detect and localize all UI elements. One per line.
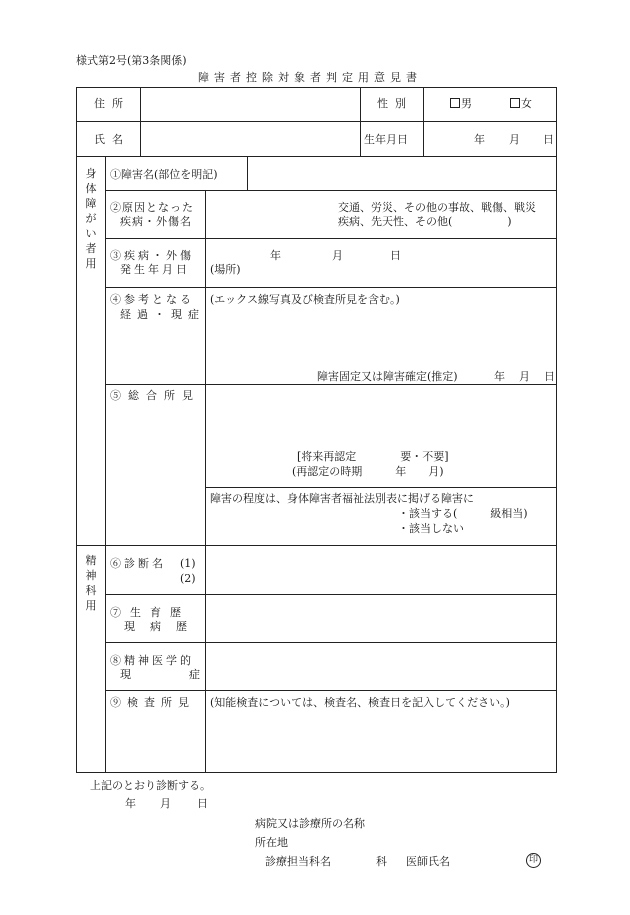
item3-year: 年 <box>270 249 281 262</box>
form-title: 障害者控除対象者判定用意見書 <box>198 71 422 84</box>
form-number: 様式第2号(第3条関係) <box>76 54 187 67</box>
seal-icon: 印 <box>526 853 541 868</box>
item1-label: ①障害名(部位を明記) <box>110 168 218 181</box>
hospital-address-label: 所在地 <box>255 836 288 849</box>
gender-label: 性別 <box>377 97 413 110</box>
item4-label-2: 経過・現症 <box>120 308 205 321</box>
degree-option-applicable: ・該当する( 級相当) <box>398 507 528 520</box>
certification-statement: 上記のとおり診断する。 <box>90 779 211 792</box>
item2-options-1: 交通、労災、その他の事故、戦傷、戦災 <box>338 201 536 214</box>
recert-label: [将来再認定 要・不要] <box>297 450 449 463</box>
female-option[interactable]: 女 <box>510 98 532 109</box>
item7-label-1: ⑦生育歴 <box>110 606 190 619</box>
item4-note: (エックス線写真及び検査所見を含む。) <box>210 293 400 306</box>
hospital-name-label: 病院又は診療所の名称 <box>255 817 365 830</box>
item2-label-2: 疾病・外傷名 <box>120 215 192 228</box>
birth-year-label: 年 <box>474 133 485 146</box>
item7-label-2: 現病歴 <box>124 620 202 633</box>
birth-day-label: 日 <box>543 133 554 146</box>
degree-option-not-applicable: ・該当しない <box>398 522 464 535</box>
item3-label-1: ③疾病・外傷 <box>110 249 194 262</box>
footer-day: 日 <box>197 797 208 810</box>
department-suffix: 科 <box>376 855 387 868</box>
item3-month: 月 <box>332 249 343 262</box>
item6-number-2: (2) <box>180 572 196 585</box>
name-label: 氏名 <box>94 133 130 146</box>
item4-fixed-label: 障害固定又は障害確定(推定) <box>317 370 458 383</box>
item6-label: ⑥診断名 <box>110 557 166 570</box>
item8-label-1: ⑧精神医学的 <box>110 654 194 667</box>
item5-label: ⑤総合所見 <box>110 389 200 402</box>
item6-number-1: (1) <box>180 557 196 570</box>
item4-label-1: ④参考となる <box>110 293 194 306</box>
item3-label-2: 発生年月日 <box>120 263 190 276</box>
checkbox-icon[interactable] <box>450 98 460 108</box>
item9-note: (知能検査については、検査名、検査日を記入してください。) <box>210 696 510 709</box>
item2-label-1: ②原因となった <box>110 201 194 214</box>
checkbox-icon[interactable] <box>510 98 520 108</box>
physical-section-label: 身体障がい者用 <box>85 167 97 270</box>
item2-options-2: 疾病、先天性、その他( ) <box>338 215 512 228</box>
item4-day: 日 <box>544 370 555 383</box>
footer-year: 年 <box>125 797 136 810</box>
item9-label: ⑨検査所見 <box>110 696 195 709</box>
degree-text: 障害の程度は、身体障害者福祉法別表に掲げる障害に <box>210 492 474 505</box>
item3-day: 日 <box>390 249 401 262</box>
item4-year: 年 <box>494 370 505 383</box>
footer-month: 月 <box>160 797 171 810</box>
item4-month: 月 <box>519 370 530 383</box>
male-option[interactable]: 男 <box>450 98 472 109</box>
item3-place: (場所) <box>210 263 241 276</box>
birth-month-label: 月 <box>509 133 520 146</box>
department-label: 診療担当科名 <box>265 855 331 868</box>
address-label: 住所 <box>94 97 130 110</box>
doctor-name-label: 医師氏名 <box>406 855 450 868</box>
item8-label-2: 現症 <box>120 668 258 681</box>
birth-date-label: 生年月日 <box>364 133 408 146</box>
mental-section-label: 精神科用 <box>85 554 97 612</box>
recert-time-label: (再認定の時期 年 月) <box>292 465 444 478</box>
